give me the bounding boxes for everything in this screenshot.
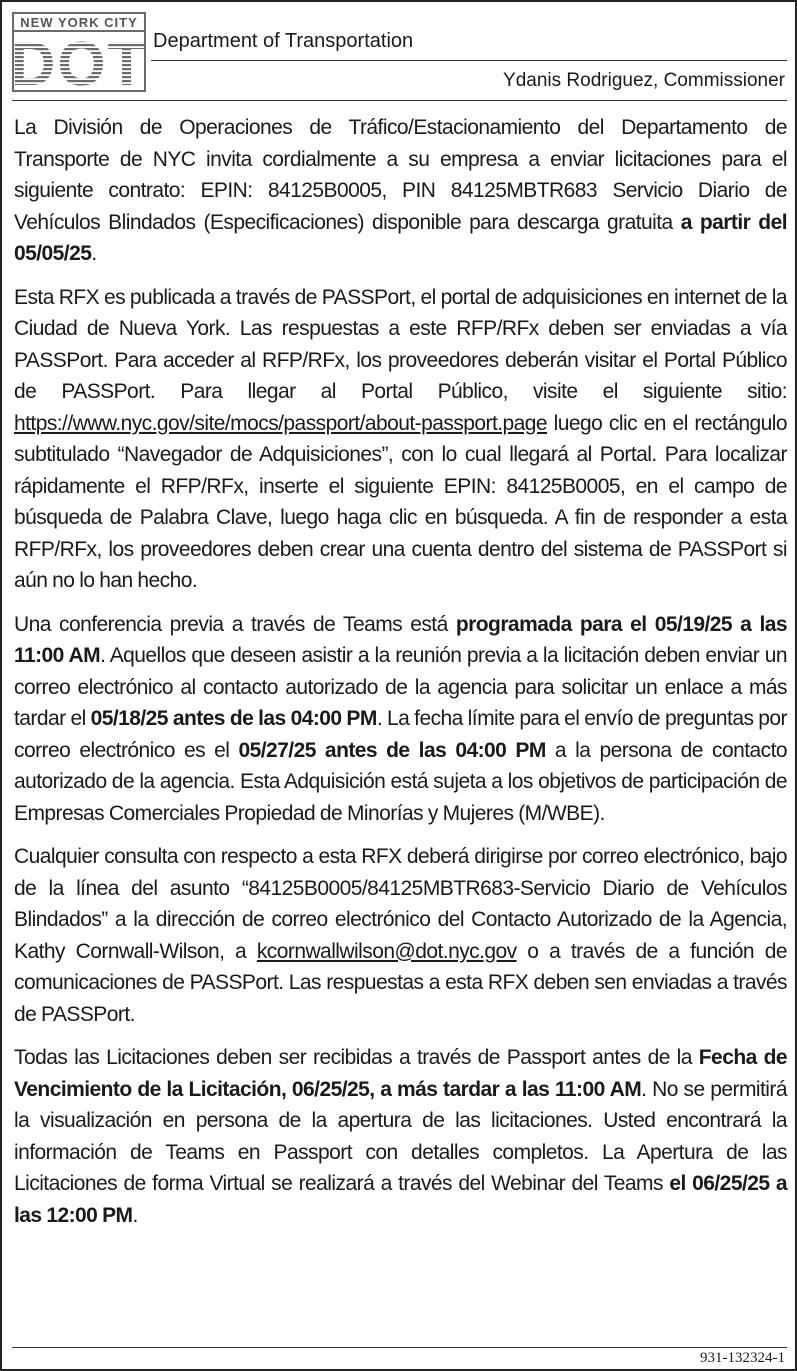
text-span: Una conferencia previa a través de Teams está — [14, 612, 456, 636]
passport-link[interactable]: https://www.nyc.gov/site/mocs/passport/about-passport.page — [14, 411, 548, 435]
bold-date: Fecha de Vencimiento de la Licitación, 06/25/25, a más tardar a las 11:00 AM — [14, 1046, 787, 1101]
notice-body — [14, 112, 787, 1243]
header-divider — [151, 60, 787, 61]
text-span: luego clic en el rectángulo subtitulado “Navegador de Adquisiciones”, con lo cual llegará al Portal. Para localizar rápidamente el RFP/RFx, inserte el siguiente EPIN: 84125B0005, en el campo de búsqueda de Palabra Clave, luego haga clic en búsqueda. A fin de responder a esta RFP/RFx, los proveedores deben crear una cuenta dentro del sistema de PASSPort si aún no lo han hecho. — [14, 411, 787, 592]
bold-date: programada para el 05/19/25 a las 11:00 AM — [14, 612, 787, 667]
paragraph-invitation — [14, 112, 787, 270]
text-span: a la persona de contacto autorizado de la agencia. Esta Adquisición está sujeta a los objetivos de participación de Empresas Comerciales Propiedad de Minorías y Mujeres (M/WBE). — [14, 738, 787, 825]
paragraph-deadline — [14, 1042, 787, 1231]
bold-date: a partir del 05/05/25 — [14, 210, 787, 265]
header — [10, 12, 787, 99]
text-span: La División de Operaciones de Tráfico/Estacionamiento del Departamento de Transporte de NYC invita cordialmente a su empresa a enviar licitaciones para el siguiente contrato: EPIN: 84125B0005, PIN 84125MBTR683 Servicio Diario de Vehículos Blindados (Especificaciones) disponible para descarga gratuita — [14, 116, 787, 234]
bold-date: 05/27/25 antes de las 04:00 PM — [238, 738, 546, 762]
contact-email-link[interactable]: kcornwallwilson@dot.nyc.gov — [256, 939, 517, 963]
text-span: . Aquellos que deseen asistir a la reunión previa a la licitación deben enviar un correo electrónico al contacto autorizado de la agencia para solicitar un enlace a más tardar el — [14, 644, 788, 730]
text-span: Todas las Licitaciones deben ser recibidas a través de Passport antes de la — [14, 1046, 699, 1069]
text-span: . La fecha límite para el envío de preguntas por correo electrónico es el — [14, 707, 788, 762]
paragraph-passport — [14, 282, 787, 597]
dot-logo-mark — [10, 30, 148, 99]
top-divider — [12, 100, 787, 101]
paragraph-contact — [14, 841, 787, 1030]
text-span: . — [91, 242, 97, 265]
department-name: Department of Transportation — [153, 30, 414, 52]
bottom-divider — [12, 1347, 787, 1348]
logo-top-text: NEW YORK CITY — [14, 14, 144, 32]
text-span: . — [132, 1203, 138, 1227]
bold-date: 05/18/25 antes de las 04:00 PM — [90, 707, 377, 730]
text-span: . No se permitirá la visualización en persona de la apertura de las licitaciones. Usted encontrará la información de Teams en Passport con detalles completos. La Apertura de las Licitaciones de forma Virtual se realizará a través del Webinar del Teams — [14, 1077, 787, 1195]
text-span: Cualquier consulta con respecto a esta RFX deberá dirigirse por correo electrónico, bajo de la línea del asunto “84125B0005/84125MBTR683-Servicio Diario de Vehículos Blindados” a la dirección de correo electrónico del Contacto Autorizado de la Agencia, Kathy Cornwall-Wilson, a — [14, 845, 787, 963]
ad-code: 931-132324-1 — [700, 1350, 785, 1366]
nyc-dot-logo — [10, 12, 148, 99]
bold-date: el 06/25/25 a las 12:00 PM — [14, 1172, 787, 1227]
commissioner-name: Ydanis Rodriguez, Commissioner — [503, 70, 785, 91]
logo-mark-text: DOT — [10, 30, 148, 99]
paragraph-conference — [14, 609, 787, 830]
text-span: Esta RFX es publicada a través de PASSPort, el portal de adquisiciones en internet de la Ciudad de Nueva York. Las respuestas a este RFP/RFx deben ser enviadas a vía PASSPort. Para acceder al RFP/RFx, los proveedores deberán visitar el Portal Público de PASSPort. Para llegar al Portal Público, visite el siguiente sitio: — [14, 285, 787, 403]
text-span: o a través de a función de comunicaciones de PASSPort. Las respuestas a esta RFX deben sen enviadas a través de PASSPort. — [14, 939, 787, 1026]
